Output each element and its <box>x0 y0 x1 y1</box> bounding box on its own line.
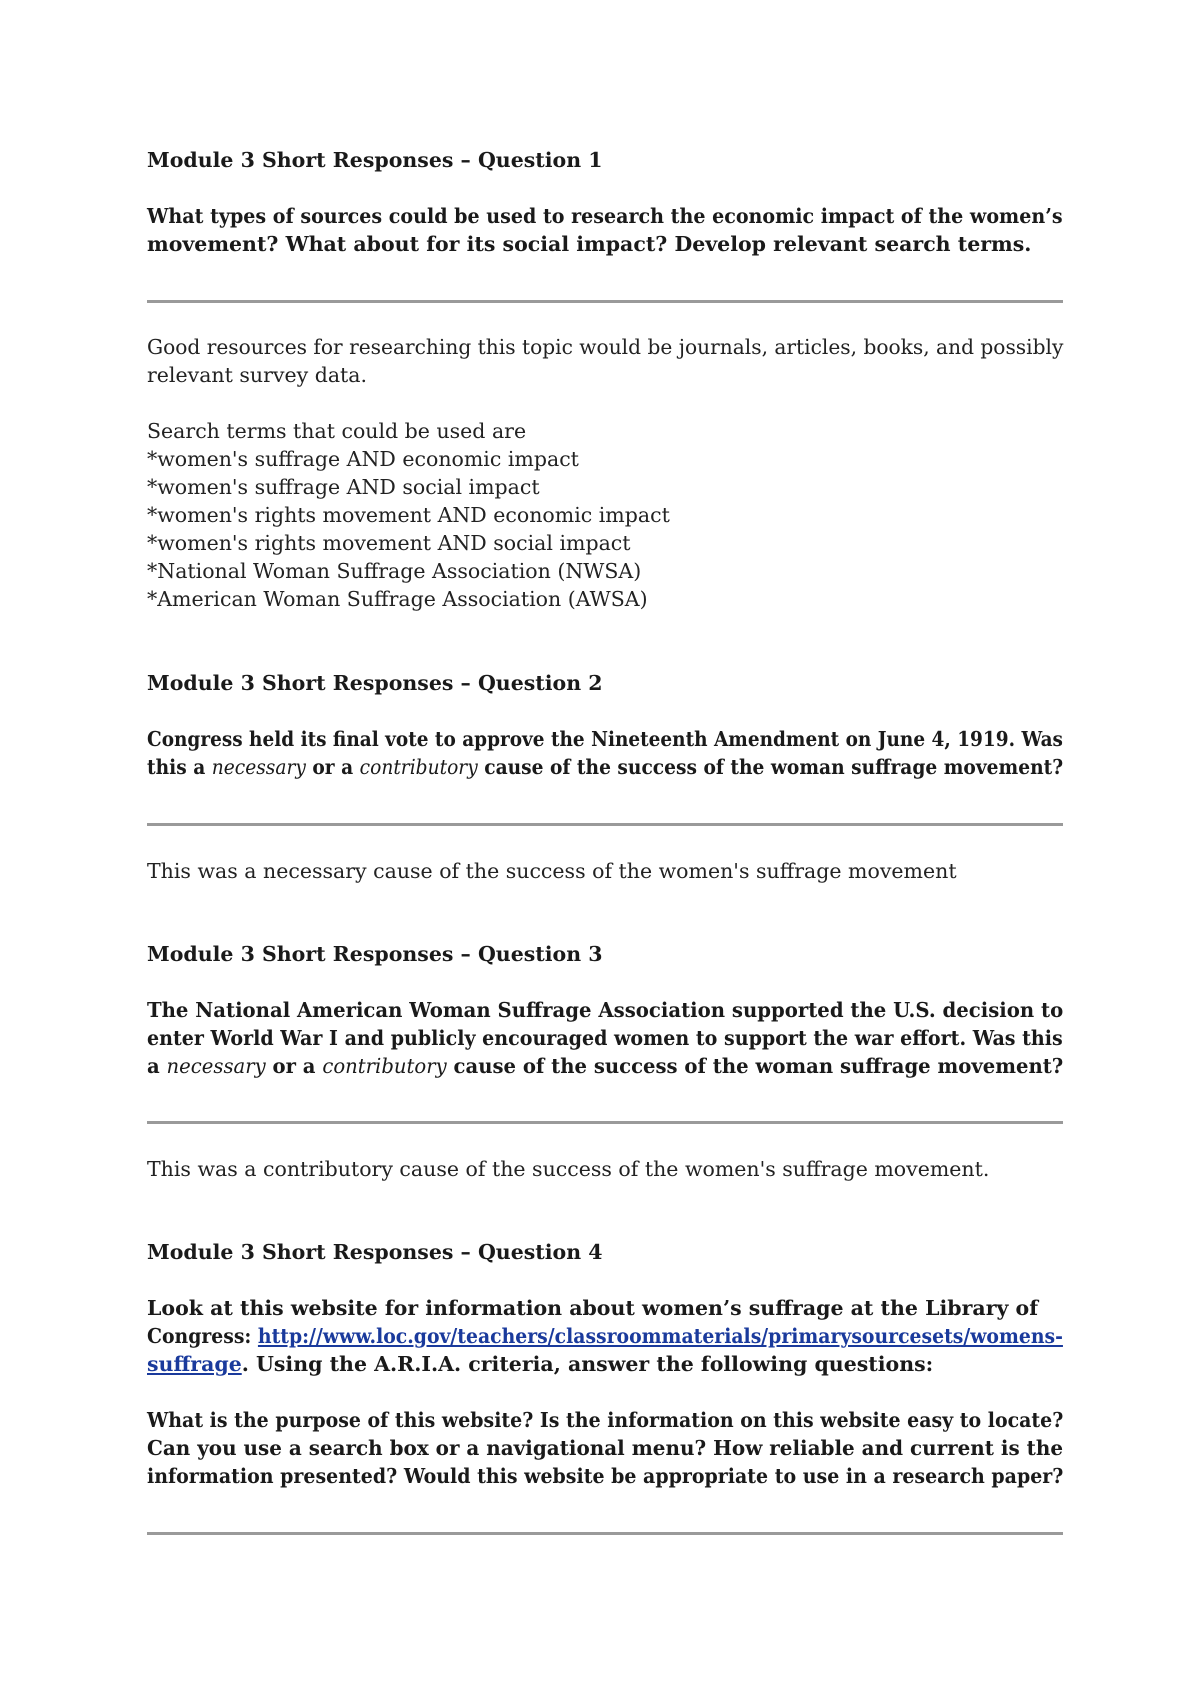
prompt-line: suffrage. Using the A.R.I.A. criteria, answer the following questions: <box>147 1352 934 1376</box>
prompt-line: movement? What about for its social impact? Develop relevant search terms. <box>147 232 1032 256</box>
prompt-line: Look at this website for information about women’s suffrage at the Library of <box>147 1296 1039 1320</box>
question-4-followup <box>147 1406 1063 1490</box>
search-term: *women's suffrage AND economic impact <box>147 447 579 471</box>
search-term: *National Woman Suffrage Association (NWSA) <box>147 559 642 583</box>
prompt-line: What types of sources could be used to research the economic impact of the women’s <box>147 204 1063 228</box>
search-terms-intro: Search terms that could be used are <box>147 419 527 443</box>
emphasis-necessary: necessary <box>211 755 306 779</box>
question-2-heading: Module 3 Short Responses – Question 2 <box>147 671 603 695</box>
question-4-heading: Module 3 Short Responses – Question 4 <box>147 1240 603 1264</box>
answer-line: relevant survey data. <box>147 363 368 387</box>
emphasis-contributory: contributory <box>359 755 478 779</box>
answer-line: Good resources for researching this topic would be journals, articles, books, and possibly <box>147 335 1064 359</box>
question-1-answer <box>147 333 1063 389</box>
search-term: *women's rights movement AND social impact <box>147 531 631 555</box>
question-2-answer: This was a necessary cause of the success of the women's suffrage movement <box>147 859 957 883</box>
search-term: *women's suffrage AND social impact <box>147 475 540 499</box>
emphasis-necessary: necessary <box>166 1054 266 1078</box>
prompt-line: Congress: http://www.loc.gov/teachers/classroommaterials/primarysourcesets/womens- <box>147 1324 1063 1348</box>
question-1-heading: Module 3 Short Responses – Question 1 <box>147 148 603 172</box>
loc-website-link-continued[interactable]: suffrage <box>147 1352 242 1376</box>
question-2-prompt <box>147 725 1063 781</box>
followup-line: information presented? Would this website be appropriate to use in a research paper? <box>147 1464 1064 1488</box>
question-3-answer: This was a contributory cause of the success of the women's suffrage movement. <box>147 1157 990 1181</box>
question-4-prompt <box>147 1294 1063 1378</box>
search-terms-list <box>147 417 1063 613</box>
question-3-heading: Module 3 Short Responses – Question 3 <box>147 942 603 966</box>
followup-line: Can you use a search box or a navigational menu? How reliable and current is the <box>147 1436 1064 1460</box>
answer-divider <box>147 1532 1063 1535</box>
question-1-prompt <box>147 202 1063 258</box>
question-3-prompt <box>147 996 1063 1080</box>
search-term: *American Woman Suffrage Association (AWSA) <box>147 587 648 611</box>
prompt-line: a necessary or a contributory cause of the success of the woman suffrage movement? <box>147 1054 1064 1078</box>
prompt-line: The National American Woman Suffrage Association supported the U.S. decision to <box>147 998 1064 1022</box>
answer-divider <box>147 300 1063 303</box>
emphasis-contributory: contributory <box>322 1054 447 1078</box>
answer-divider <box>147 1121 1063 1124</box>
loc-website-link[interactable]: http://www.loc.gov/teachers/classroommaterials/primarysourcesets/womens- <box>257 1324 1063 1348</box>
prompt-line: enter World War I and publicly encouraged women to support the war effort. Was this <box>147 1026 1063 1050</box>
prompt-line: this a necessary or a contributory cause of the success of the woman suffrage movement? <box>147 755 1064 779</box>
answer-divider <box>147 823 1063 826</box>
followup-line: What is the purpose of this website? Is the information on this website easy to locate? <box>147 1408 1064 1432</box>
search-term: *women's rights movement AND economic impact <box>147 503 670 527</box>
prompt-line: Congress held its final vote to approve the Nineteenth Amendment on June 4, 1919. Was <box>147 727 1063 751</box>
